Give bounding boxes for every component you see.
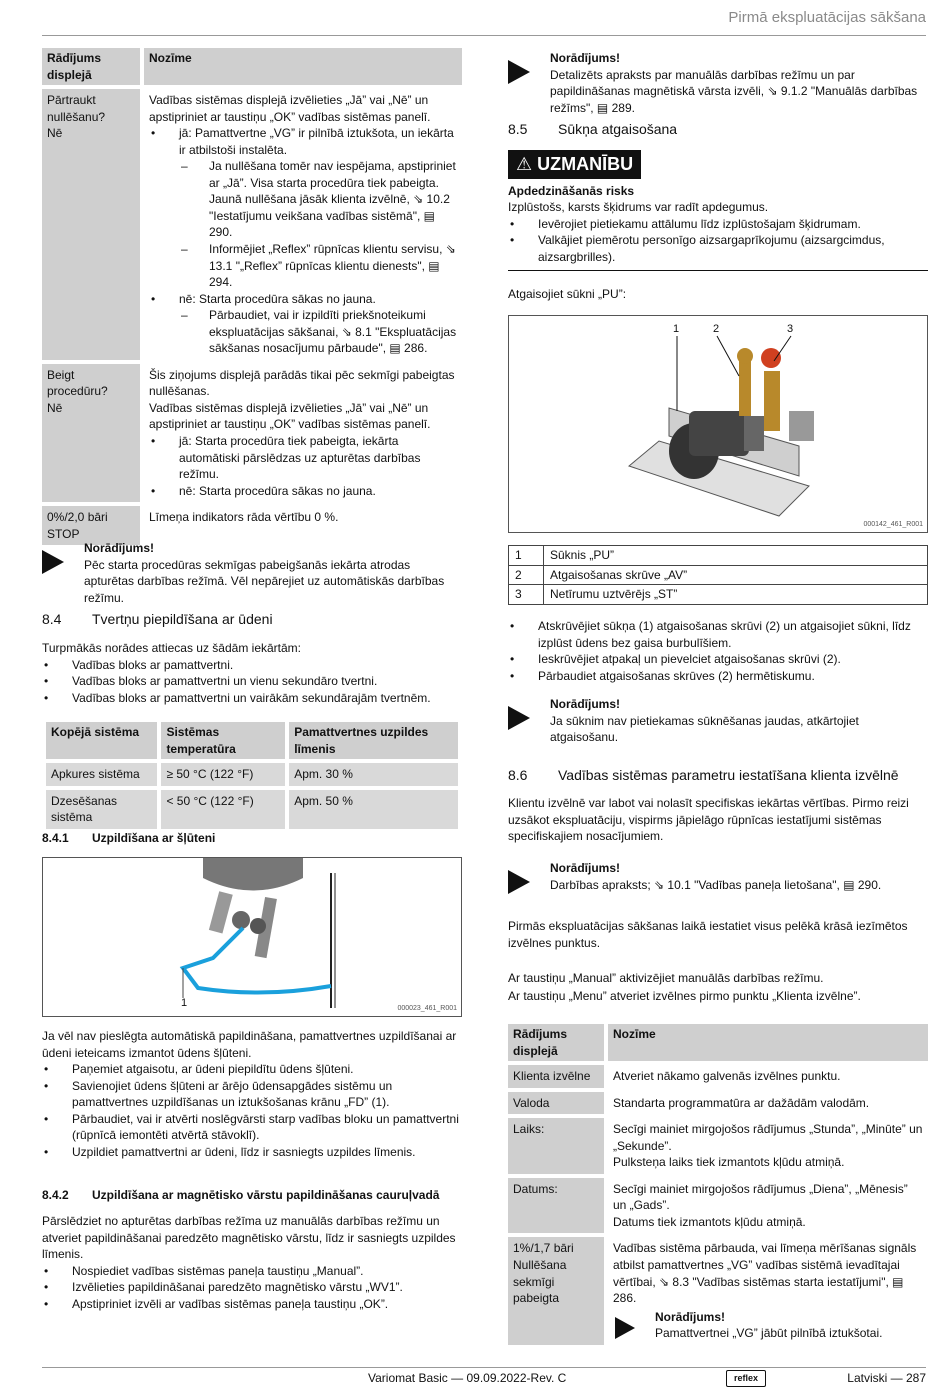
table-row-key: 0%/2,0 bāri STOP (42, 506, 140, 545)
list-item: – Informējiet „Reflex” rūpnīcas klientu servisu, ⇘ 13.1 "„Reflex” rūpnīcas klientu dienests", ▤ 294. (209, 241, 457, 291)
display-meaning-table-2 (504, 1020, 932, 1349)
col-header: Kopējā sistēma (46, 722, 157, 759)
note-box (508, 696, 928, 746)
section-title: Tvertņu piepildīšana ar ūdeni (92, 611, 273, 627)
col-header-display: Rādījums displejā (42, 48, 140, 85)
note-title: Norādījums! (550, 697, 621, 711)
table-row-key: Pārtraukt nullēšanu? Nē (42, 89, 140, 360)
fill-level-table (42, 718, 462, 833)
list-item: • Vadības bloks ar pamattvertni un vienu sekundāro tvertni. (72, 673, 462, 690)
row-text: Datums tiek izmantots kļūdu atmiņā. (613, 1214, 806, 1229)
section-8-4-body (42, 640, 462, 706)
table-row-key: Klienta izvēlne (508, 1065, 604, 1088)
table-cell: < 50 °C (122 °F) (161, 790, 285, 829)
col-header: Pamattvertnes uzpildes līmenis (289, 722, 458, 759)
section-number: 8.4.2 (42, 1188, 69, 1202)
section-number: 8.6 (508, 767, 528, 783)
list-item: • Vadības bloks ar pamattvertni. (72, 657, 462, 674)
note-arrow-icon (508, 60, 530, 84)
section-8-4-2-body (42, 1213, 462, 1312)
table-row-key: 1%/1,7 bāri Nullēšana sekmīgi pabeigta (508, 1237, 604, 1344)
note-title: Norādījums! (84, 541, 155, 555)
paragraph: Pirmās ekspluatācijas sākšanas laikā iestatiet visus pelēkā krāsā iezīmētos izvēlnes punktus. (508, 919, 908, 950)
list-item: • Valkājiet piemērotu personīgo aizsargaprīkojumu (aizsargcimdus, aizsargbrilles). (538, 232, 928, 265)
table-row-key: Datums: (508, 1178, 604, 1234)
legend-text: Atgaisošanas skrūve „AV” (544, 565, 928, 585)
col-header-meaning: Nozīme (144, 48, 462, 85)
row-text: Secīgi mainiet mirgojošos rādījumus „Diena”, „Mēnesis” un „Gads”. (613, 1181, 908, 1213)
table-cell: Dzesēšanas sistēma (46, 790, 157, 829)
note-box (508, 50, 928, 116)
section-8-4-1-body (42, 1028, 462, 1160)
list-item: nē: Starta procedūra sākas no jauna. (179, 291, 376, 306)
hose-filling-illustration (43, 858, 461, 1016)
row-text: Secīgi mainiet mirgojošos rādījumus „Stunda”, „Minūte” un „Sekunde”. (613, 1122, 923, 1153)
col-header-display: Rādījums displejā (508, 1024, 604, 1061)
section-title: Uzpildīšana ar šļūteni (92, 831, 216, 845)
table-cell: Apm. 50 % (289, 790, 458, 829)
list-item: • nē: Starta procedūra sākas no jauna. (179, 483, 457, 500)
section-title: Vadības sistēmas parametru iestatīšana klienta izvēlnē (558, 767, 899, 783)
paragraph: Ja vēl nav pieslēgta automātiskā papildināšana, pamattvertnes uzpildīšanai ar ūdeni ieteicams izmantot ūdens šļūteni. (42, 1029, 457, 1060)
note-text: Ja sūknim nav pietiekamas sūknēšanas jaudas, atkārtojiet atgaisošanu. (550, 713, 859, 745)
paragraph: Ar taustiņu „Menu” atveriet izvēlnes pirmo punktu „Klienta izvēlne”. (508, 989, 861, 1003)
warning-text: Izplūstošs, karsts šķidrums var radīt apdegumus. (508, 200, 769, 215)
paragraph: Ar taustiņu „Manual” aktivizējiet manuālās darbības režīmu. (508, 971, 824, 985)
list-item: • Paņemiet atgaisotu, ar ūdeni piepildītu ūdens šļūteni. (72, 1061, 462, 1078)
section-heading-8-4-2 (42, 1187, 439, 1204)
paragraph: Klientu izvēlnē var labot vai nolasīt specifiskas iekārtas vērtības. Pirmo reizi uzsākot ekspluatāciju, vispirms jāpielāgo rūpnīcas iestatījumi sistēmas specifiskajiem nosacījumiem. (508, 796, 909, 844)
list-item: • Uzpildiet pamattvertni ar ūdeni, līdz ir sasniegts uzpildes līmenis. (72, 1144, 462, 1161)
section-number: 8.5 (508, 121, 528, 137)
row-text: Vadības sistēmas displejā izvēlieties „Jā” vai „Nē” un apstipriniet ar taustiņu „OK” vadības sistēmas panelī. (149, 400, 431, 432)
warning-label: ⚠ UZMANĪBU (508, 150, 641, 179)
footer-divider (42, 1367, 926, 1368)
row-text: Līmeņa indikators rāda vērtību 0 %. (149, 510, 339, 525)
paragraph: Turpmākās norādes attiecas uz šādām iekārtām: (42, 641, 302, 655)
list-item: • Vadības bloks ar pamattvertni un vairākām sekundārajām tvertnēm. (72, 690, 462, 707)
figure-label-3: 3 (787, 323, 794, 335)
col-header: Sistēmas temperatūra (161, 722, 285, 759)
list-item: • jā: Starta procedūra tiek pabeigta, iekārta automātiski pārslēdzas uz apturētas darbības režīmu. (179, 433, 457, 483)
list-item: • Nospiediet vadības sistēmas paneļa taustiņu „Manual”. (72, 1263, 462, 1280)
figure-label-1: 1 (673, 323, 680, 335)
note-box (613, 1309, 923, 1342)
warning-icon: ⚠ (516, 154, 538, 174)
section-heading-8-4 (42, 610, 273, 629)
table-cell: ≥ 50 °C (122 °F) (161, 763, 285, 786)
table-row-key: Valoda (508, 1092, 604, 1115)
figure-code: 000142_461_R001 (863, 521, 923, 529)
note-text: Detalizēts apraksts par manuālās darbības režīmu un par papildināšanas magnētiskā vārsta izvēli, ⇘ 9.1.2 "Manuālās darbības režīms", ▤ 289. (550, 67, 918, 115)
pump-figure (508, 315, 928, 533)
section-heading-8-6 (508, 766, 899, 785)
note-title: Norādījums! (550, 861, 621, 875)
list-item: • Ieskrūvējiet atpakaļ un pievelciet atgaisošanas skrūvi (2). (538, 651, 928, 668)
note-title: Norādījums! (655, 1309, 726, 1324)
section-title: Uzpildīšana ar magnētisko vārstu papildināšanas cauruļvadā (92, 1188, 440, 1202)
paragraph: Pārslēdziet no apturētas darbības režīma uz manuālās darbības režīmu un atveriet papildināšanai paredzēto magnētisko vārstu, līdz ir sasniegts uzpildes līmenis. (42, 1214, 456, 1262)
list-item: • Savienojiet ūdens šļūteni ar ārējo ūdensapgādes sistēmu un pamattvertnes uzpildīšanas un iztukšošanas krānu „FD” (1). (72, 1078, 462, 1111)
note-title: Norādījums! (550, 51, 621, 65)
pump-steps (508, 618, 928, 684)
warning-box (508, 150, 928, 271)
section-heading-8-4-1 (42, 830, 215, 847)
row-text: Standarta programmatūra ar dažādām valodām. (613, 1095, 870, 1110)
row-text: Vadības sistēmas displejā izvēlieties „Jā” vai „Nē” un apstipriniet ar taustiņu „OK” vadības sistēmas panelī. (149, 93, 431, 124)
page-header-title: Pirmā ekspluatācijas sākšana (728, 9, 926, 26)
row-text: Pulksteņa laiks tiek izmantots kļūdu atmiņā. (613, 1155, 845, 1170)
brand-logo: reflex (726, 1370, 766, 1387)
footer-doc-title: Variomat Basic — 09.09.2022-Rev. C (368, 1371, 567, 1385)
list-item: – Ja nullēšana tomēr nav iespējama, apstipriniet ar „Jā”. Visa starta procedūra tiek pabeigta. Jaunā nullēšana jāsāk klienta izvēlnē, ⇘ 10.2 "Iestatījumu veikšana vadības sistēmā", ▤ 290. (209, 158, 457, 241)
table-cell: Apm. 30 % (289, 763, 458, 786)
legend-table (508, 545, 928, 605)
list-item: • Apstipriniet izvēli ar vadības sistēmas paneļa taustiņu „OK”. (72, 1296, 462, 1313)
legend-text: Sūknis „PU” (544, 546, 928, 566)
note-arrow-icon (508, 706, 530, 730)
note-arrow-icon (42, 550, 64, 574)
section-heading-8-5 (508, 120, 677, 139)
list-item: • Izvēlieties papildināšanai paredzēto magnētisko vārstu „WV1”. (72, 1279, 462, 1296)
figure-code: 000023_461_R001 (397, 1005, 457, 1013)
note-arrow-icon (508, 870, 530, 894)
note-text: Darbības apraksts; ⇘ 10.1 "Vadības paneļa lietošana", ▤ 290. (550, 877, 882, 892)
list-item: – Pārbaudiet, vai ir izpildīti priekšnoteikumi ekspluatācijas sākšanai, ⇘ 8.1 "Ekspluatācijas sākšanas nosacījumu pārbaude", ▤ 286. (209, 307, 457, 357)
list-item: • Ievērojiet pietiekamu attālumu līdz izplūstošajam šķidrumam. (538, 216, 928, 233)
list-item: • Atskrūvējiet sūkņa (1) atgaisošanas skrūvi (2) un atgaisojiet sūkni, līdz izplūst ūdens bez gaisa burbulīšiem. (538, 618, 928, 651)
table-row-key: Beigt procedūru? Nē (42, 364, 140, 502)
note-text: Pēc starta procedūras sekmīgas pabeigšanās iekārta atrodas apturētas darbības režīmā. Vēl nepārejiet uz automātiskās darbības režīmu. (84, 557, 445, 605)
col-header-meaning: Nozīme (608, 1024, 928, 1061)
table-cell: Apkures sistēma (46, 763, 157, 786)
hose-filling-figure (42, 857, 462, 1017)
legend-number: 1 (509, 546, 544, 566)
list-item: jā: Pamattvertne „VG” ir pilnībā iztukšota, un iekārta ir atbilstoši instalēta. (179, 126, 454, 157)
list-item: • Pārbaudiet atgaisošanas skrūves (2) hermētiskumu. (538, 668, 928, 685)
paragraph: Atgaisojiet sūkni „PU”: (508, 287, 627, 301)
figure-label: 1 (181, 997, 188, 1009)
note-text: Pamattvertnei „VG” jābūt pilnībā iztukšotai. (655, 1326, 883, 1341)
warning-title: Apdedzināšanās risks (508, 183, 635, 198)
legend-number: 2 (509, 565, 544, 585)
row-text: Atveriet nākamo galvenās izvēlnes punktu. (613, 1069, 841, 1084)
row-text: Šis ziņojums displejā parādās tikai pēc sekmīgi pabeigtas nullēšanas. (149, 367, 455, 399)
legend-number: 3 (509, 585, 544, 605)
pump-illustration (509, 316, 927, 532)
legend-text: Netīrumu uztvērējs „ST” (544, 585, 928, 605)
section-number: 8.4.1 (42, 831, 69, 845)
note-box (508, 860, 928, 893)
display-meaning-table-1 (38, 44, 468, 549)
note-box (42, 540, 462, 606)
figure-label-2: 2 (713, 323, 720, 335)
section-title: Sūkņa atgaisošana (558, 121, 678, 137)
row-text: Vadības sistēma pārbauda, vai līmeņa mērīšanas signāls atbilst pamattvertnes „VG” vadības sistēmā ievadītajai vērtībai, ⇘ 8.3 "Vadības sistēmas starta iestatījumi", ▤ 286. (613, 1241, 917, 1306)
table-row-key: Laiks: (508, 1118, 604, 1174)
note-arrow-icon (615, 1317, 635, 1339)
header-divider (42, 35, 926, 36)
footer-page-number: Latviski — 287 (847, 1371, 926, 1385)
section-number: 8.4 (42, 611, 62, 627)
list-item: • Pārbaudiet, vai ir atvērti noslēgvārsti starp vadības bloku un pamattvertni (rūpnīcā iemontēti atvērtā stāvoklī). (72, 1111, 462, 1144)
